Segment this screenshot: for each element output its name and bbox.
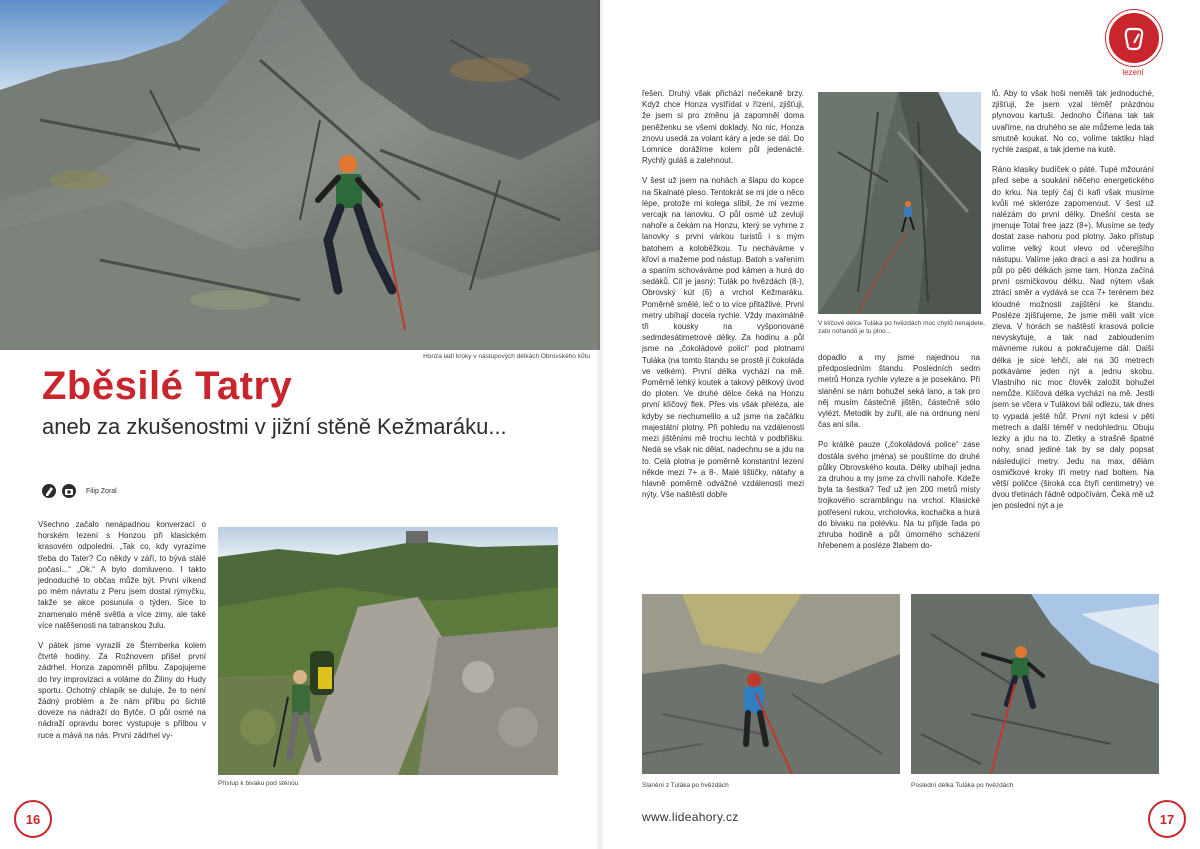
photo-tulak-key-pitch xyxy=(818,92,981,314)
photo-climber-slab xyxy=(0,0,600,350)
page-number: 16 xyxy=(14,800,52,838)
page-number: 17 xyxy=(1148,800,1186,838)
spine-shadow xyxy=(596,0,604,849)
paragraph: řešen. Druhý však přichází nečekaně brzy. Když chce Honza vystřídat v řízení, zjišťuji, že jsem si pro změnu já zapomněl doma peněženku se všemi doklady. No nic, Honza znovu usedá za volant káry a jede se dál. Do Lomnice dorážíme kolem půl jedenácté. Rychlý guláš a zalehnout. xyxy=(642,89,804,166)
paragraph: lů. Aby to však hoši neměli tak jednoduché, zjišťuji, že jsem vzal téměř prázdnou plynovou kartuši. Jednoho Číňana tak tak uvaříme, na druhého se ale můžeme leda tak smutně koukat. No co, volíme taktiku hlad rychle zaspat, a tak jdeme na kutě. xyxy=(992,89,1154,155)
section-badge xyxy=(1106,10,1162,66)
photo-rappel xyxy=(642,594,900,774)
paragraph: V pátek jsme vyrazili ze Šternberka kolem čtvrté hodiny. Za Rožnovem přišel první zádrhel. Honza zapomněl přilbu. Zapojujeme do hry improvizaci a voláme do Žiliny do Hudy sportu. Ochotný chlapík se duluje, že to není žádný problém a že nám přilbu po šichtě doveze na nádraží do Bytče. O půl osmé na nádraží opravdu borec vystupuje s přilbou v ruce a mává na nás. První zádrhel vy- xyxy=(38,641,206,740)
pen-icon xyxy=(42,484,56,498)
right-body-column-3 xyxy=(992,88,1154,521)
carabiner-icon xyxy=(1121,25,1147,51)
paragraph: Ráno klasiky budíček o páté. Tupé mžourání před sebe a soukání něčeho energetického do krku. Na teplý čaj či kafi však musíme kvůli mé skleróze zapomenout. V šest už nalézám do první délky. Dnešní cesta se jmenuje Total free jazz (8+). Musíme se tedy dostat zase nahoru pod plotny. Jako přístup volíme velký kout vlevo od včerejšího nástupu. Valíme jako draci a asi za hodinu a půl po pěti délkách jsme tam. Honza začíná první osmičkovou délku. Nad nýtem však ztrácí směr a vydává se cca 7+ terénem bez kloudné možnosti zajištění ke štandu. Posléze zjišťujeme, že jsme měli valit více zleva. V horách se naštěstí krasová policie nevyskytuje, a tak nad zabloudením mávneme rukou a pokračujeme dál. Další délka je sice lehčí, ale na 30 metrech potkáváme jeden nýt a jednu skobu. Vlastního nic moc člověk založit bohužel nemůže. Klíčová délka vychází na mě. Jestli jsem se včera v Tulákovi bál odlezu, tak dnes to vypadá ještě hůř. První nýt kdesi v pěti metrech a další téměř v nedohlednu. Obuju lezky a jdu na to. Zletky a strašně špatné nohy, snad jediné tak by se daly popsat následující metry. Jedu na max, dělám osmičkové kroky tři metry nad boltem. Na větší poličce (široká cca čtyři centimetry) ve dvou třetinách řádně odpočívám. Čeká mě už jen poslední nýt a je xyxy=(992,165,1154,511)
left-body-column xyxy=(38,519,206,750)
camera-icon xyxy=(62,484,76,498)
photo-caption: Slanění z Tuláka po hvězdách xyxy=(642,782,729,789)
photo-caption: V klíčové délce Tuláka po hvězdách moc chytů nenajdete, zato nohandů je tu plno... xyxy=(818,320,985,335)
right-body-column-1 xyxy=(642,88,804,509)
section-label: lezení xyxy=(1122,68,1144,77)
byline xyxy=(42,484,117,498)
paragraph: V šest už jsem na nohách a šlapu do kopce na Skalnaté pleso. Tentokrát se mi jde o něco lépe, protože mi kolega slíbil, že mi vezme vercajk na lanovku. O půl osmé už zevlují nahoře a čekám na Honzu, který se vyhrne z lanovky s první várkou turistů i s mým batohem a koloběžkou. Tu necháváme v křoví a mažeme pod nástup. Batoh s vařením a spaním schováváme pod kámen a hurá do sedáků. Cíl je jasný: Tulák po hvězdách (8-), Obrovský kút (6) a vrchol Kežmaráku. Poměrně smělé, leč o to více přitažlivé. První metry ubíhají docela rychle. Vždy maximálně tři kousky na vyšponované sedmdesátimetrové délky. Za hodinu a půl jsme na „čokoládové polici“ pod plotnami Tuláka (na tomto štandu se prostě jí čokoláda ve velkém). První délka vychází na mě. Poměrně lehký koutek a takový pětkový úvod do ploten. Ve druhé délce čeká na Honzu první klíčový flek. Přes vis však přeléza, ale kdyby se nechumelilo a už jsme na začátku majestátní plotny. Při pohledu na vzdálenosti mezi jištěními mě trochu lechtá v podbřišku. Nedá se však nic dělat, nadechnu se a jdu na to. Celá plotna je poměrně konstantní lezení někde mezi 7+ a 8-. Malé lištičky, nátahy a hlavně poměrně odvážné vzdálenosti mezi nýty. Vše naštěstí dobře xyxy=(642,176,804,500)
photo-caption: Poslední délka Tuláka po hvězdách xyxy=(911,782,1014,789)
right-page xyxy=(600,0,1200,849)
article-title: Zběsilé Tatry xyxy=(42,364,293,408)
photo-last-pitch xyxy=(911,594,1159,774)
photo-caption: Přístup k bivaku pod stěnou xyxy=(218,780,299,787)
photo-approach-trail xyxy=(218,527,558,775)
article-subtitle: aneb za zkušenostmi v jižní stěně Kežmaráku... xyxy=(42,414,507,439)
paragraph: Po krátké pauze („čokoládová police“ zase dostála svého jména) se pouštíme do druhé půlky Obrovského kouta. Délky ubíhají jedna za druhou a my jsme za chvíli nahoře. Kdeže byla ta šestka? Teď už jen 200 metrů místy trojkového scramblingu na vrchol. Klasické potřesení rukou, vrcholovka, kochačka a hurá do bivaku na polévku. Na tu přijde řada po zhruba hodině a půl úmorného scházení hřebenem a posléze žlabem do- xyxy=(818,440,980,551)
paragraph: dopadlo a my jsme najednou na předposledním štandu. Posledních sedm metrů Honza rychle vyleze a je posekáno. Při slanění se nám bohužel seká lano, a tak pro něj musím částečně jištěn, částečně sólo vylézt. Metodik by zuřil, ale na ordnung není čas ani síla. xyxy=(818,353,980,430)
photo-caption: Honza ladí kroky v nástupových délkách Obrovského kůtu xyxy=(423,353,590,360)
right-body-column-2 xyxy=(818,352,980,560)
paragraph: Všechno začalo nenápadnou konverzací o horském lezení s Honzou při klasickém krasovém odpoledni. „Tak co, kdy vyrazíme třeba do Tater? Co někdy v září, to bývá stálé počasí...“ „Ok.“ A bylo domluveno. I takto jednoduché to občas může být. První víkend po mém návratu z Peru jsem dostal rýmyčku, takže se akce posunula o týden. Sice to znamenalo méně světla a více zimy, ale také více natěšenosti na tatranskou žulu. xyxy=(38,520,206,630)
author-name: Filip Zoral xyxy=(86,487,117,495)
website-url[interactable]: www.lideahory.cz xyxy=(642,810,739,824)
